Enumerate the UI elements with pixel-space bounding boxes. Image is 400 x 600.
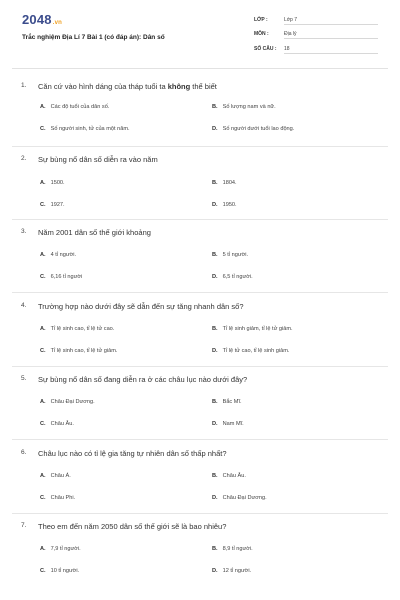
option-c[interactable]: C. 1927. xyxy=(40,202,65,208)
option-c[interactable]: C. Châu Âu. xyxy=(40,421,74,427)
question-5 xyxy=(0,375,400,447)
question-divider xyxy=(12,366,388,367)
option-a[interactable]: A. Châu Đại Dương. xyxy=(40,399,95,405)
document-title: Trắc nghiệm Địa Lí 7 Bài 1 (có đáp án): Dân số xyxy=(22,34,165,41)
question-text: Theo em đến năm 2050 dân số thế giới sẽ là bao nhiêu? xyxy=(38,522,227,531)
question-text: Căn cứ vào hình dáng của tháp tuổi ta không thể biết xyxy=(38,82,217,91)
logo-suffix: .vn xyxy=(52,20,63,26)
option-c[interactable]: C. Số người sinh, tử của một năm. xyxy=(40,126,130,132)
option-b[interactable]: B. Tỉ lệ sinh giảm, tỉ lệ tử giảm. xyxy=(212,326,293,332)
question-text: Năm 2001 dân số thế giới khoảng xyxy=(38,228,151,237)
option-c[interactable]: C. Tỉ lệ sinh cao, tỉ lệ tử giảm. xyxy=(40,348,118,354)
logo-text: 2048 xyxy=(22,12,52,27)
option-a[interactable]: A. Châu Á. xyxy=(40,473,71,479)
meta-underline xyxy=(284,53,378,54)
option-a[interactable]: A. 4 tỉ người. xyxy=(40,252,77,258)
question-number: 7. xyxy=(21,522,27,529)
option-d[interactable]: D. 12 tỉ người. xyxy=(212,568,252,574)
option-a[interactable]: A. Tỉ lệ sinh cao, tỉ lệ tử cao. xyxy=(40,326,115,332)
meta-label: MÔN : xyxy=(254,31,269,37)
option-a[interactable]: A. 7,9 tỉ người. xyxy=(40,546,81,552)
option-c[interactable]: C. 10 tỉ người. xyxy=(40,568,80,574)
option-d[interactable]: D. 6,5 tỉ người. xyxy=(212,274,253,280)
question-number: 1. xyxy=(21,82,27,89)
meta-value: Địa lý xyxy=(284,31,297,37)
question-4 xyxy=(0,302,400,374)
meta-value: 18 xyxy=(284,46,290,52)
option-b[interactable]: B. Bắc Mĩ. xyxy=(212,399,242,405)
meta-underline xyxy=(284,38,378,39)
option-b[interactable]: B. 8,9 tỉ người. xyxy=(212,546,253,552)
question-divider xyxy=(12,439,388,440)
meta-label: LỚP : xyxy=(254,17,268,23)
question-number: 3. xyxy=(21,228,27,235)
site-logo[interactable] xyxy=(22,12,62,27)
question-3 xyxy=(0,228,400,300)
option-d[interactable]: D. 1950. xyxy=(212,202,237,208)
question-divider xyxy=(12,513,388,514)
question-divider xyxy=(12,219,388,220)
option-d[interactable]: D. Châu Đại Dương. xyxy=(212,495,267,501)
question-text: Sự bùng nổ dân số diễn ra vào năm xyxy=(38,155,158,164)
option-d[interactable]: D. Tỉ lệ tử cao, tỉ lệ sinh giảm. xyxy=(212,348,290,354)
option-c[interactable]: C. 6,16 tỉ người xyxy=(40,274,83,280)
question-number: 2. xyxy=(21,155,27,162)
question-text: Sự bùng nổ dân số đang diễn ra ở các châu lục nào dưới đây? xyxy=(38,375,248,384)
question-number: 6. xyxy=(21,449,27,456)
option-b[interactable]: B. Châu Âu. xyxy=(212,473,246,479)
header-divider xyxy=(12,68,388,69)
document-header xyxy=(0,0,400,66)
question-emphasis: không xyxy=(167,82,191,91)
question-number: 5. xyxy=(21,375,27,382)
option-d[interactable]: D. Nam Mĩ. xyxy=(212,421,244,427)
option-c[interactable]: C. Châu Phi. xyxy=(40,495,76,501)
question-divider xyxy=(12,292,388,293)
option-b[interactable]: B. Số lượng nam và nữ. xyxy=(212,104,276,110)
question-divider xyxy=(12,146,388,147)
question-text: Châu lục nào có tỉ lệ gia tăng tự nhiên dân số thấp nhất? xyxy=(38,449,227,458)
meta-label: SỐ CÂU : xyxy=(254,46,277,52)
option-b[interactable]: B. 1804. xyxy=(212,180,237,186)
question-text: Trường hợp nào dưới đây sẽ dẫn đến sự tăng nhanh dân số? xyxy=(38,302,244,311)
option-b[interactable]: B. 5 tỉ người. xyxy=(212,252,249,258)
question-2 xyxy=(0,155,400,227)
question-6 xyxy=(0,449,400,521)
option-a[interactable]: A. Các độ tuổi của dân số. xyxy=(40,104,110,110)
option-d[interactable]: D. Số người dưới tuổi lao động. xyxy=(212,126,295,132)
meta-underline xyxy=(284,24,378,25)
question-7 xyxy=(0,522,400,594)
option-a[interactable]: A. 1500. xyxy=(40,180,65,186)
question-1 xyxy=(0,82,400,154)
meta-value: Lớp 7 xyxy=(284,17,298,23)
question-number: 4. xyxy=(21,302,27,309)
